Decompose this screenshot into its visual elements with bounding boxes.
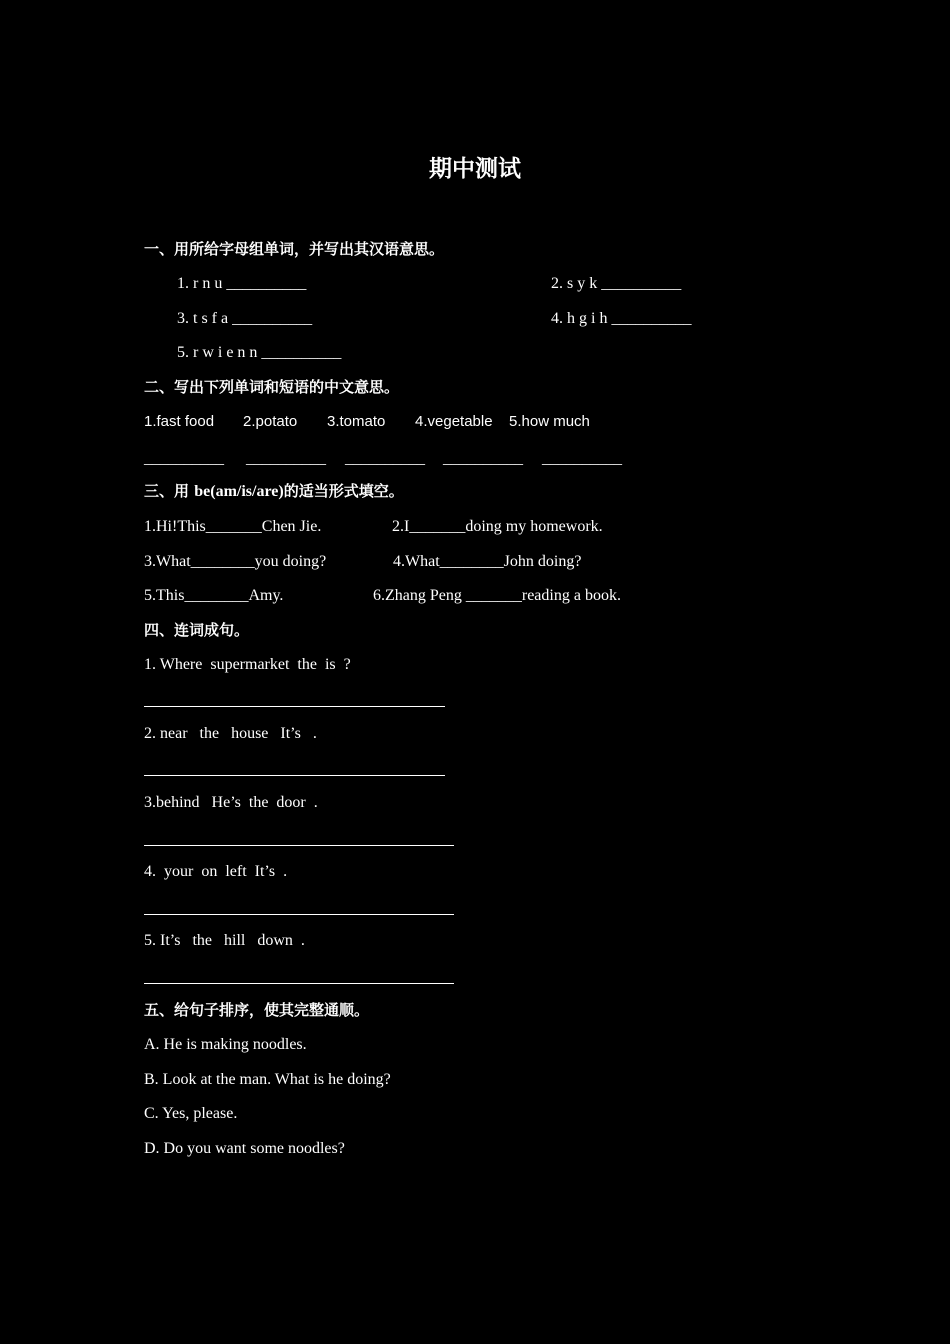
answer-line	[144, 983, 454, 984]
s1-item-5: 5. r w i e n n __________	[177, 344, 342, 361]
s3-item-3: 3.What________you doing?	[144, 553, 327, 570]
s1-item-3: 3. t s f a __________	[177, 310, 313, 327]
s3-heading-prefix: 三、用	[144, 482, 195, 500]
s5-item-a: A. He is making noodles.	[144, 1036, 307, 1053]
answer-line	[144, 845, 454, 846]
s5-item-d: D. Do you want some noodles?	[144, 1140, 345, 1157]
s3-item-1: 1.Hi!This_______Chen Jie.	[144, 518, 322, 535]
s2-word-5: 5.how much	[509, 413, 590, 430]
s3-heading-bold: be(am/is/are)	[194, 483, 284, 500]
s2-blank-4: __________	[443, 450, 523, 467]
s1-item-2: 2. s y k __________	[551, 275, 682, 292]
s2-blank-3: __________	[345, 450, 425, 467]
s5-item-c: C. Yes, please.	[144, 1105, 238, 1122]
s4-item-1: 1. Where supermarket the is ?	[144, 656, 351, 673]
s3-item-2: 2.I_______doing my homework.	[392, 518, 603, 535]
section-1-heading: 一、用所给字母组单词，并写出其汉语意思。	[144, 240, 445, 258]
s2-blank-5: __________	[542, 450, 622, 467]
s2-blank-1: __________	[144, 450, 224, 467]
s4-item-5: 5. It’s the hill down .	[144, 932, 305, 949]
s2-word-3: 3.tomato	[327, 413, 386, 430]
answer-line	[144, 706, 445, 707]
page-title: 期中测试	[429, 156, 521, 182]
s4-item-4: 4. your on left It’s .	[144, 863, 288, 880]
s2-word-2: 2.potato	[243, 413, 298, 430]
section-5-heading: 五、给句子排序，使其完整通顺。	[144, 1001, 370, 1019]
s5-item-b: B. Look at the man. What is he doing?	[144, 1071, 391, 1088]
s1-item-4: 4. h g i h __________	[551, 310, 692, 327]
s3-item-5: 5.This________Amy.	[144, 587, 284, 604]
s2-word-4: 4.vegetable	[415, 413, 493, 430]
s3-item-4: 4.What________John doing?	[393, 553, 582, 570]
answer-line	[144, 775, 445, 776]
s3-item-6: 6.Zhang Peng _______reading a book.	[373, 587, 621, 604]
s1-item-1: 1. r n u __________	[177, 275, 307, 292]
s4-item-2: 2. near the house It’s .	[144, 725, 317, 742]
section-3-heading	[144, 484, 404, 500]
section-2-heading: 二、写出下列单词和短语的中文意思。	[144, 378, 400, 396]
section-4-heading: 四、连词成句。	[144, 621, 250, 639]
answer-line	[144, 914, 454, 915]
s2-word-1: 1.fast food	[144, 413, 215, 430]
s3-heading-suffix: 的适当形式填空。	[283, 482, 404, 500]
s4-item-3: 3.behind He’s the door .	[144, 794, 318, 811]
s2-blank-2: __________	[246, 450, 326, 467]
